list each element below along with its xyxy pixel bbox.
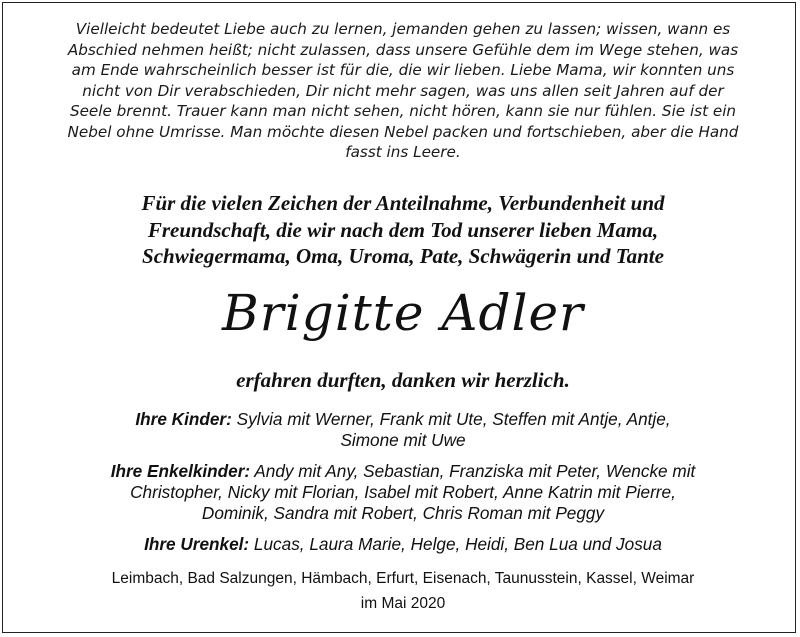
grandchildren-line (23, 461, 783, 482)
grandchildren-line: Dominik, Sandra mit Robert, Chris Roman mit Peggy (201, 503, 605, 523)
poem-line: Vielleicht bedeutet Liebe auch zu lernen, jemanden gehen zu lassen; wissen, wann es (75, 20, 731, 38)
poem-line: Abschied nehmen heißt; nicht zulassen, dass unsere Gefühle dem im Wege stehen, was (67, 40, 739, 59)
great-grandchildren-names: Lucas, Laura Marie, Helge, Heidi, Ben Lua und Josua (249, 534, 662, 554)
closing-line: erfahren durften, danken wir herzlich. (236, 368, 570, 392)
children-names: Sylvia mit Werner, Frank mit Ute, Steffen mit Antje, Antje, (231, 409, 671, 429)
children-line (23, 409, 783, 430)
poem-line: Nebel ohne Umrisse. Man möchte diesen Nebel packen und fortschieben, aber die Hand (67, 122, 739, 141)
deceased-name: Brigitte Adler (222, 284, 584, 342)
grandchildren-names: Andy mit Any, Sebastian, Franziska mit Peter, Wencke mit (250, 461, 696, 481)
thanks-line: Schwiegermama, Oma, Uroma, Pate, Schwägerin und Tante (142, 244, 664, 268)
poem-line: am Ende wahrscheinlich besser ist für die, die wir lieben. Liebe Mama, wir konnten uns (71, 61, 735, 79)
grandchildren-line: Christopher, Nicky mit Florian, Isabel mit Robert, Anne Katrin mit Pierre, (130, 482, 676, 502)
children-label: Ihre Kinder: (135, 409, 232, 429)
obituary-notice (2, 2, 796, 633)
grandchildren-label: Ihre Enkelkinder: (110, 461, 251, 481)
poem-line: nicht von Dir verabschieden, Dir nicht mehr sagen, was uns allen seit Jahren auf der (82, 81, 724, 100)
great-grandchildren-line (23, 534, 783, 555)
grandchildren-list (23, 461, 783, 524)
great-grandchildren-list (23, 534, 783, 555)
poem-line: fasst ins Leere. (345, 143, 461, 161)
thanks-line: Freundschaft, die wir nach dem Tod unserer lieben Mama, (147, 217, 659, 242)
date-line: im Mai 2020 (360, 595, 446, 612)
poem-line: Seele brennt. Trauer kann man nicht sehen, nicht hören, kann sie nur fühlen. Sie ist ein (69, 102, 737, 120)
poem-text (23, 19, 783, 163)
thanks-line: Für die vielen Zeichen der Anteilnahme, Verbundenheit und (141, 191, 665, 215)
places-line: Leimbach, Bad Salzungen, Hämbach, Erfurt, Eisenach, Taunusstein, Kassel, Weimar (111, 570, 695, 587)
children-list (23, 409, 783, 451)
great-grandchildren-label: Ihre Urenkel: (144, 534, 250, 554)
children-line: Simone mit Uwe (340, 430, 466, 450)
thanks-heading (23, 190, 783, 270)
